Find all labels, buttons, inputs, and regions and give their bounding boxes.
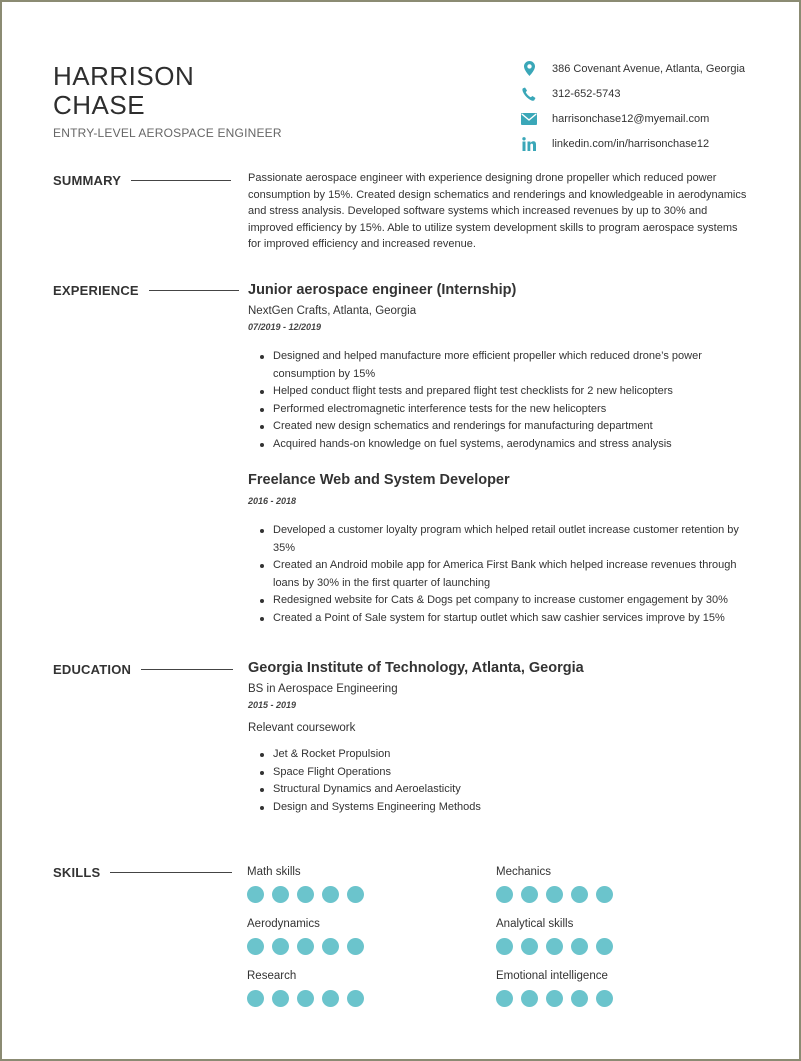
- experience-item-1: [248, 282, 748, 453]
- job-title: Junior aerospace engineer (Internship): [248, 282, 517, 298]
- list-item: Created a Point of Sale system for startup outlet which saw cashier services improve by 15%: [248, 610, 748, 628]
- linkedin-icon: [520, 135, 538, 153]
- rating-dot: [571, 990, 588, 1007]
- rating-dot: [347, 938, 364, 955]
- rating-dot: [546, 990, 563, 1007]
- rating-dot: [496, 938, 513, 955]
- rating-dot: [272, 938, 289, 955]
- list-item: Created an Android mobile app for America First Bank which helped increase revenues through loans by 30% in the first quarter of launching: [248, 557, 748, 592]
- rating-dot: [521, 938, 538, 955]
- rating-dot: [571, 886, 588, 903]
- skill-rating: [247, 886, 372, 903]
- rating-dot: [596, 990, 613, 1007]
- list-item: Created new design schematics and renderings for manufacturing department: [248, 418, 748, 436]
- rating-dot: [297, 886, 314, 903]
- skill-rating: [496, 886, 621, 903]
- contact-block: [520, 56, 790, 156]
- section-divider: [141, 669, 233, 670]
- contact-linkedin: [520, 131, 790, 156]
- rating-dot: [596, 886, 613, 903]
- candidate-name: [53, 62, 194, 120]
- section-experience-heading: [53, 283, 239, 298]
- job-dates: 07/2019 - 12/2019: [248, 322, 322, 332]
- skill-name: Math skills: [247, 866, 301, 878]
- rating-dot: [322, 886, 339, 903]
- skill-name: Emotional intelligence: [496, 970, 608, 982]
- section-experience-label: EXPERIENCE: [53, 283, 139, 298]
- list-item: Jet & Rocket Propulsion: [248, 746, 748, 764]
- rating-dot: [496, 990, 513, 1007]
- section-skills-heading: [53, 865, 232, 880]
- rating-dot: [322, 990, 339, 1007]
- list-item: Redesigned website for Cats & Dogs pet company to increase customer engagement by 30%: [248, 592, 748, 610]
- skill-rating: [247, 990, 372, 1007]
- experience-item-2: [248, 472, 748, 627]
- job-bullets: [248, 348, 748, 453]
- list-item: Helped conduct flight tests and prepared flight test checklists for 2 new helicopters: [248, 383, 748, 401]
- list-item: Developed a customer loyalty program which helped retail outlet increase customer retention by 35%: [248, 522, 748, 557]
- job-subtitle: ENTRY-LEVEL AEROSPACE ENGINEER: [53, 126, 282, 140]
- rating-dot: [546, 886, 563, 903]
- rating-dot: [247, 990, 264, 1007]
- rating-dot: [247, 886, 264, 903]
- school-name: Georgia Institute of Technology, Atlanta, Georgia: [248, 660, 584, 676]
- rating-dot: [297, 938, 314, 955]
- rating-dot: [322, 938, 339, 955]
- section-skills-label: SKILLS: [53, 865, 101, 880]
- location-pin-icon: [520, 60, 538, 78]
- list-item: Design and Systems Engineering Methods: [248, 799, 748, 817]
- phone-text: 312-652-5743: [552, 87, 621, 100]
- degree: BS in Aerospace Engineering: [248, 683, 398, 695]
- education-dates: 2015 - 2019: [248, 700, 297, 710]
- section-divider: [110, 872, 232, 873]
- list-item: Acquired hands-on knowledge on fuel systems, aerodynamics and stress analysis: [248, 436, 748, 454]
- education-item: [248, 660, 748, 816]
- skill-math: [247, 866, 372, 903]
- address-text: 386 Covenant Avenue, Atlanta, Georgia: [552, 62, 746, 75]
- skill-aerodynamics: [247, 918, 372, 955]
- rating-dot: [272, 886, 289, 903]
- first-name: HARRISON: [53, 61, 195, 91]
- skill-name: Analytical skills: [496, 918, 574, 930]
- rating-dot: [546, 938, 563, 955]
- skill-rating: [247, 938, 372, 955]
- course-list: [248, 746, 748, 816]
- linkedin-text[interactable]: linkedin.com/in/harrisonchase12: [552, 137, 710, 150]
- section-summary-heading: [53, 173, 231, 188]
- skill-name: Aerodynamics: [247, 918, 320, 930]
- rating-dot: [496, 886, 513, 903]
- skill-name: Research: [247, 970, 297, 982]
- email-text[interactable]: harrisonchase12@myemail.com: [552, 112, 710, 125]
- envelope-icon: [520, 110, 538, 128]
- coursework-label: Relevant coursework: [248, 722, 356, 734]
- job-bullets: [248, 522, 748, 627]
- rating-dot: [297, 990, 314, 1007]
- skill-analytical: [496, 918, 621, 955]
- job-dates: 2016 - 2018: [248, 496, 297, 506]
- skill-emotional-intelligence: [496, 970, 621, 1007]
- company-name: NextGen Crafts, Atlanta, Georgia: [248, 305, 417, 317]
- rating-dot: [521, 990, 538, 1007]
- section-summary-label: SUMMARY: [53, 173, 122, 188]
- skill-rating: [496, 990, 621, 1007]
- rating-dot: [347, 990, 364, 1007]
- contact-email: [520, 106, 790, 131]
- contact-address: [520, 56, 790, 81]
- section-divider: [149, 290, 239, 291]
- section-divider: [131, 180, 231, 181]
- rating-dot: [347, 886, 364, 903]
- skill-research: [247, 970, 372, 1007]
- skill-mechanics: [496, 866, 621, 903]
- rating-dot: [247, 938, 264, 955]
- list-item: Designed and helped manufacture more efficient propeller which reduced drone’s power consumption by 15%: [248, 348, 748, 383]
- section-education-label: EDUCATION: [53, 662, 132, 677]
- job-title: Freelance Web and System Developer: [248, 472, 510, 488]
- rating-dot: [272, 990, 289, 1007]
- list-item: Performed electromagnetic interference tests for the new helicopters: [248, 401, 748, 419]
- rating-dot: [571, 938, 588, 955]
- skill-name: Mechanics: [496, 866, 551, 878]
- rating-dot: [596, 938, 613, 955]
- summary-text: Passionate aerospace engineer with experience designing drone propeller which reduced power consumption by 15%. Created design schematics and renderings and knowledgeable in aerodynamics and stress analysis. Developed software systems which increased revenues by up to 30% and improved efficiency by 15%. Able to utilize system development skills to program aerospace systems for improved efficiency and increased revenue.: [248, 172, 747, 250]
- list-item: Structural Dynamics and Aeroelasticity: [248, 781, 748, 799]
- phone-icon: [520, 85, 538, 103]
- section-education-heading: [53, 662, 233, 677]
- contact-phone: [520, 81, 790, 106]
- rating-dot: [521, 886, 538, 903]
- list-item: Space Flight Operations: [248, 764, 748, 782]
- last-name: CHASE: [53, 90, 146, 120]
- skill-rating: [496, 938, 621, 955]
